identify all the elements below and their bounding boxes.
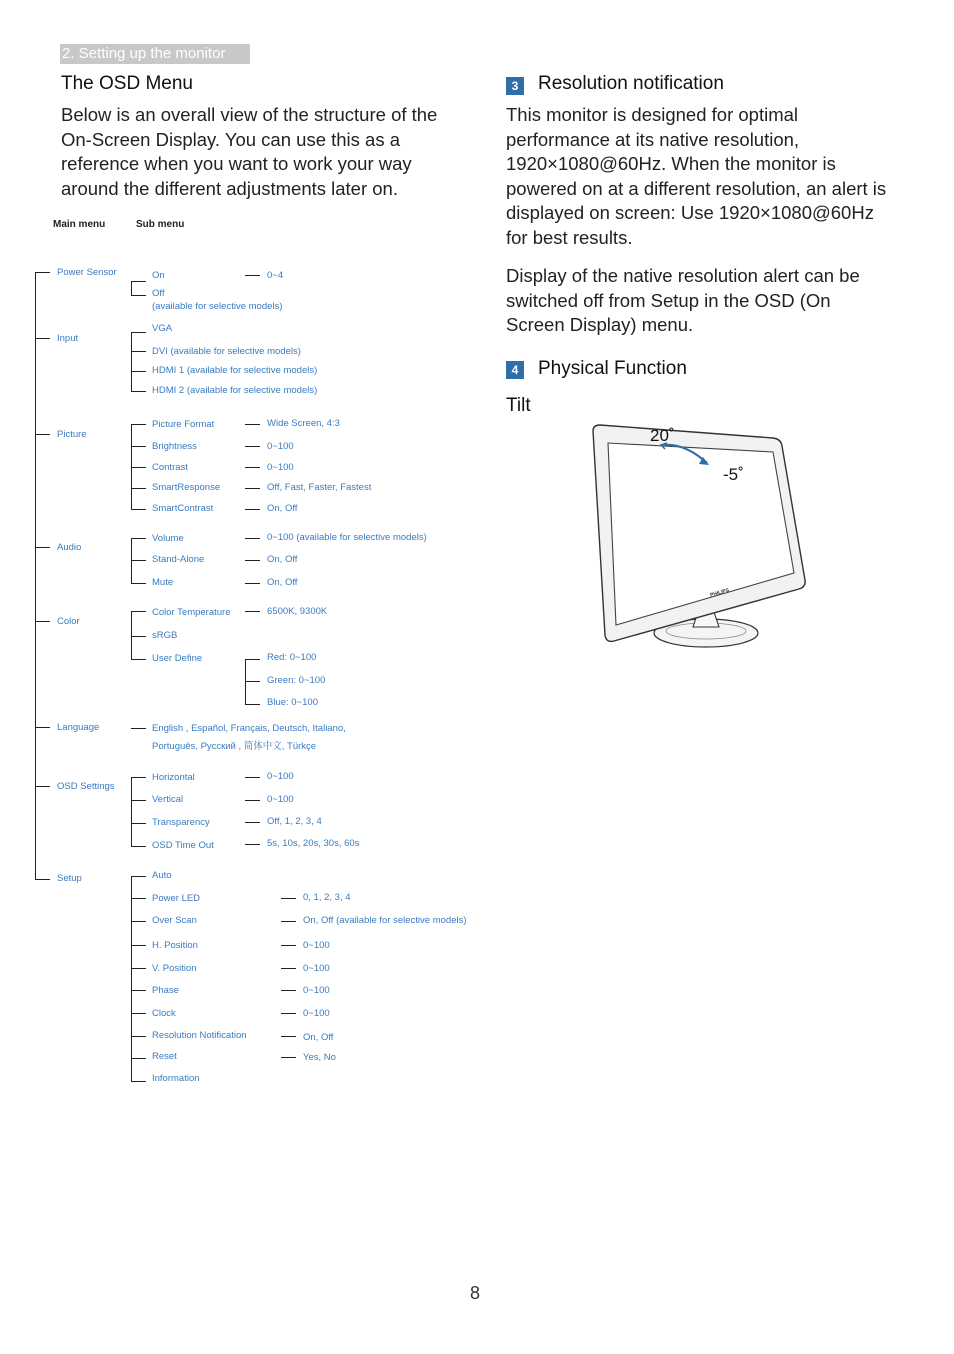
monitor-tilt-illustration xyxy=(585,405,815,655)
value-vertical: 0~100 xyxy=(267,794,294,805)
sub-tick xyxy=(131,371,146,372)
sub-tick xyxy=(131,1081,146,1082)
sub-item-over-scan: Over Scan xyxy=(152,915,197,926)
main-tick xyxy=(35,727,50,728)
value-mute: On, Off xyxy=(267,577,298,588)
sub-spine xyxy=(131,611,132,659)
sub-item-power-led: Power LED xyxy=(152,893,201,904)
value-resolution-notification: On, Off xyxy=(303,1032,334,1043)
sub-tick xyxy=(131,538,146,539)
sub-tick xyxy=(131,611,146,612)
value-tick xyxy=(281,898,296,899)
sub-item-brightness: Brightness xyxy=(152,441,197,452)
sub-item-information: Information xyxy=(152,1073,200,1084)
value-h-position: 0~100 xyxy=(303,940,330,951)
sub-tick xyxy=(131,898,146,899)
value-over-scan: On, Off (available for selective models) xyxy=(303,915,467,926)
sub-item-contrast: Contrast xyxy=(152,462,188,473)
value-tick xyxy=(245,822,260,823)
value-tick xyxy=(245,538,260,539)
main-tick xyxy=(35,786,50,787)
sub-spine xyxy=(131,281,132,295)
sub-item-horizontal: Horizontal xyxy=(152,772,195,783)
sub-item-volume: Volume xyxy=(152,533,184,544)
sub-tick xyxy=(131,281,146,282)
language-list-line1: English , Español, Français, Deutsch, Italiano, xyxy=(152,723,346,734)
sub-item-on: On xyxy=(152,270,165,281)
sub-item-auto: Auto xyxy=(152,870,172,881)
sub-item-color-temperature: Color Temperature xyxy=(152,607,231,618)
value-tick xyxy=(245,560,260,561)
value-smartresponse: Off, Fast, Faster, Fastest xyxy=(267,482,372,493)
value-smartcontrast: On, Off xyxy=(267,503,298,514)
value-tick xyxy=(245,681,260,682)
value-tick xyxy=(245,659,260,660)
main-tick xyxy=(35,547,50,548)
value-color-temperature: 6500K, 9300K xyxy=(267,606,328,617)
value-tick xyxy=(245,467,260,468)
sub-item-phase: Phase xyxy=(152,985,179,996)
sub-tick xyxy=(131,728,146,729)
value-tick xyxy=(245,583,260,584)
sub-tick xyxy=(131,876,146,877)
main-item-input: Input xyxy=(57,333,79,344)
section-number-badge: 3 xyxy=(506,77,524,95)
value-tick xyxy=(245,844,260,845)
main-item-picture: Picture xyxy=(57,429,87,440)
value-tick xyxy=(245,704,260,705)
sub-item-user-define: User Define xyxy=(152,653,203,664)
value-reset: Yes, No xyxy=(303,1052,336,1063)
sub-tick xyxy=(131,560,146,561)
sub-tick xyxy=(131,945,146,946)
sub-tick xyxy=(131,659,146,660)
sub-item-h-position: H. Position xyxy=(152,940,198,951)
value-tick xyxy=(245,488,260,489)
sub-item-osd-time-out: OSD Time Out xyxy=(152,840,214,851)
sub-tick xyxy=(131,846,146,847)
sub-tick xyxy=(131,446,146,447)
main-spine xyxy=(35,272,36,880)
value-horizontal: 0~100 xyxy=(267,771,294,782)
value-tick xyxy=(281,968,296,969)
sub-item-dvi: DVI (available for selective models) xyxy=(152,346,301,357)
section-number-badge: 4 xyxy=(506,361,524,379)
main-tick xyxy=(35,879,50,880)
sub-item-mute: Mute xyxy=(152,577,174,588)
sub-tick xyxy=(131,921,146,922)
value-tick xyxy=(281,1057,296,1058)
sub-item-off-note: (available for selective models) xyxy=(152,301,283,312)
value-brightness: 0~100 xyxy=(267,441,294,452)
value-stand-alone: On, Off xyxy=(267,554,298,565)
value-tick xyxy=(245,800,260,801)
sub-tick xyxy=(131,636,146,637)
sub-item-reset: Reset xyxy=(152,1051,177,1062)
value-tick xyxy=(281,990,296,991)
sub-tick xyxy=(131,509,146,510)
main-item-language: Language xyxy=(57,722,100,733)
value-tick xyxy=(245,424,260,425)
resolution-paragraph-1: This monitor is designed for optimal performance at its native resolution, 1920×1080@60Hz. When the monitor is powered on at a different resolution, an alert is displayed on screen: Use 1920×1080@60Hz for best results. xyxy=(506,104,887,248)
value-tick xyxy=(245,611,260,612)
main-item-power-sensor: Power Sensor xyxy=(57,267,117,278)
main-tick xyxy=(35,338,50,339)
value-tick xyxy=(245,777,260,778)
sub-item-resolution-notification: Resolution Notification xyxy=(152,1030,247,1041)
main-item-audio: Audio xyxy=(57,542,82,553)
value-tick xyxy=(281,945,296,946)
value-power-sensor-on: 0~4 xyxy=(267,270,284,281)
sub-tick xyxy=(131,1013,146,1014)
page-number: 8 xyxy=(469,1283,480,1303)
sub-item-transparency: Transparency xyxy=(152,817,210,828)
value-clock: 0~100 xyxy=(303,1008,330,1019)
language-list-line2: Português, Русский , 简体中文, Türkçe xyxy=(152,741,317,752)
value-phase: 0~100 xyxy=(303,985,330,996)
value-power-led: 0, 1, 2, 3, 4 xyxy=(303,892,351,903)
osd-intro: Below is an overall view of the structure of the On-Screen Display. You can use this as a reference when you want to work your way around the different adjustments later on. xyxy=(61,104,438,199)
sub-item-stand-alone: Stand-Alone xyxy=(152,554,205,565)
value-tick xyxy=(281,1036,296,1037)
sub-tick xyxy=(131,467,146,468)
resolution-paragraph-2: Display of the native resolution alert can be switched off from Setup in the OSD (On Screen Display) menu. xyxy=(506,265,860,335)
value-contrast: 0~100 xyxy=(267,462,294,473)
sub-item-srgb: sRGB xyxy=(152,630,178,641)
sub-item-vga: VGA xyxy=(152,323,173,334)
section-tag: 2. Setting up the monitor xyxy=(60,44,250,64)
value-picture-format: Wide Screen, 4:3 xyxy=(267,418,340,429)
sub-item-off: Off xyxy=(152,288,165,299)
sub-tick xyxy=(131,1058,146,1059)
main-tick xyxy=(35,272,50,273)
sub-item-hdmi1: HDMI 1 (available for selective models) xyxy=(152,365,318,376)
tilt-heading: Tilt xyxy=(506,395,531,416)
sub-tick xyxy=(131,488,146,489)
value-transparency: Off, 1, 2, 3, 4 xyxy=(267,816,322,827)
value-volume: 0~100 (available for selective models) xyxy=(267,532,427,543)
sub-tick xyxy=(131,391,146,392)
sub-tick xyxy=(131,777,146,778)
main-tick xyxy=(35,434,50,435)
sub-spine xyxy=(131,876,132,1082)
sub-item-vertical: Vertical xyxy=(152,794,184,805)
physical-function-title: Physical Function xyxy=(538,358,687,379)
value-osd-time-out: 5s, 10s, 20s, 30s, 60s xyxy=(267,838,360,849)
main-item-setup: Setup xyxy=(57,873,82,884)
sub-tick xyxy=(131,968,146,969)
value-tick xyxy=(281,921,296,922)
sub-item-picture-format: Picture Format xyxy=(152,419,215,430)
tilt-angle-back: 20˚ xyxy=(650,426,675,445)
sub-tick xyxy=(131,823,146,824)
main-item-color: Color xyxy=(57,616,80,627)
sub-tick xyxy=(131,424,146,425)
sub-tick xyxy=(131,295,146,296)
osd-title: The OSD Menu xyxy=(61,73,193,94)
main-tick xyxy=(35,621,50,622)
tilt-angle-front: -5˚ xyxy=(723,465,744,484)
sub-tick xyxy=(131,583,146,584)
sub-tick xyxy=(131,1036,146,1037)
value-tick xyxy=(245,446,260,447)
sub-item-v-position: V. Position xyxy=(152,963,197,974)
value-blue: Blue: 0~100 xyxy=(267,697,318,708)
sub-spine xyxy=(131,332,132,391)
sub-item-smartcontrast: SmartContrast xyxy=(152,503,214,514)
value-green: Green: 0~100 xyxy=(267,675,326,686)
value-red: Red: 0~100 xyxy=(267,652,317,663)
sub-menu-heading: Sub menu xyxy=(136,219,185,230)
sub-item-hdmi2: HDMI 2 (available for selective models) xyxy=(152,385,318,396)
value-tick xyxy=(245,275,260,276)
sub-item-smartresponse: SmartResponse xyxy=(152,482,221,493)
sub-tick xyxy=(131,990,146,991)
sub-tick xyxy=(131,351,146,352)
sub-tick xyxy=(131,332,146,333)
resolution-title: Resolution notification xyxy=(538,73,724,94)
sub-item-clock: Clock xyxy=(152,1008,176,1019)
sub-spine xyxy=(131,777,132,846)
value-v-position: 0~100 xyxy=(303,963,330,974)
value-tick xyxy=(281,1013,296,1014)
value-tick xyxy=(245,509,260,510)
main-item-osd-settings: OSD Settings xyxy=(57,781,115,792)
brand-logo: PHILIPS xyxy=(709,587,730,599)
main-menu-heading: Main menu xyxy=(53,219,106,230)
sub-tick xyxy=(131,800,146,801)
